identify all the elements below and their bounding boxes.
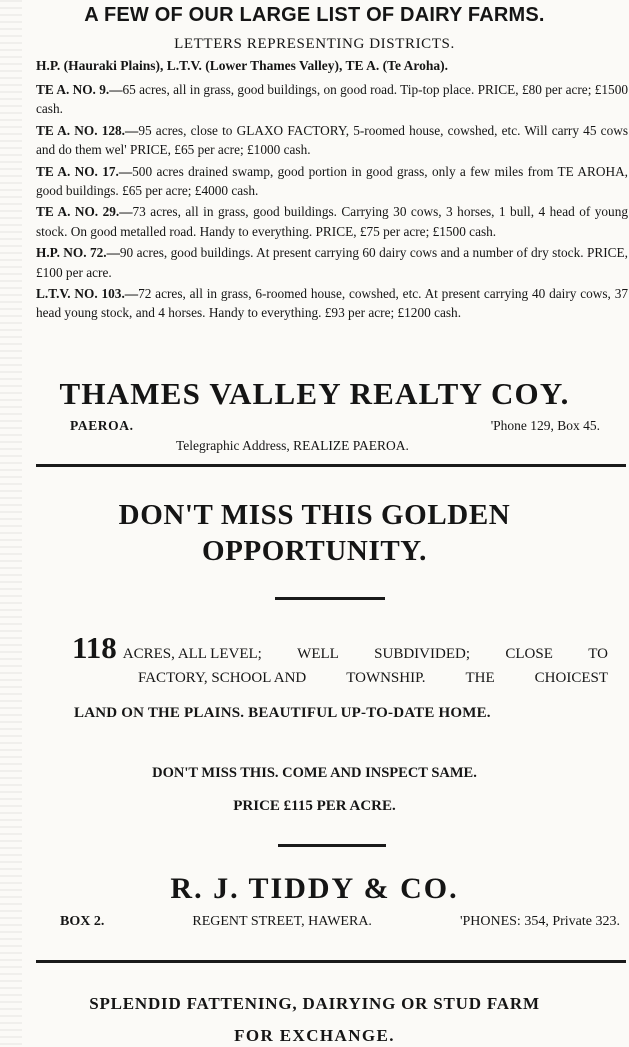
tiddy-box: BOX 2. xyxy=(60,914,105,929)
listing: H.P. NO. 72.—90 acres, good buildings. At present carrying 60 dairy cows and a number of dry stock. PRICE, £100 per acre. xyxy=(36,245,628,280)
district-legend: H.P. (Hauraki Plains), L.T.V. (Lower Thames Valley), TE A. (Te Aroha). xyxy=(36,58,448,73)
listing: TE A. NO. 17.—500 acres drained swamp, good portion in good grass, only a few miles from TE AROHA, good buildings. £65 per acre; £4000 cash. xyxy=(36,163,629,199)
listing: TE A. NO. 9.—65 acres, all in grass, good buildings, on good road. Tip-top place. PRICE, £80 per acre; £1500 cash. xyxy=(36,82,628,117)
telegraphic-address: Telegraphic Address, REALIZE PAEROA. xyxy=(176,438,409,453)
acres-number: 118 xyxy=(72,630,117,665)
section-divider xyxy=(36,960,626,963)
tiddy-contact xyxy=(60,914,620,930)
thames-valley-firm-name: THAMES VALLEY REALTY COY. xyxy=(59,376,570,411)
golden-opportunity-headline: DON'T MISS THIS GOLDEN OPPORTUNITY. xyxy=(118,499,511,567)
firm-location: PAEROA. xyxy=(70,418,134,433)
tiddy-firm-name: R. J. TIDDY & CO. xyxy=(170,872,459,905)
tiddy-phones: 'PHONES: 354, Private 323. xyxy=(459,914,620,929)
farm-exchange-subheadline: FOR EXCHANGE. xyxy=(234,1026,395,1045)
offer-line-factory: FACTORY, SCHOOL AND TOWNSHIP. THE CHOICEST xyxy=(138,670,608,686)
headline-rule xyxy=(275,597,385,600)
districts-subtitle: LETTERS REPRESENTING DISTRICTS. xyxy=(174,36,455,52)
listing: L.T.V. NO. 103.—72 acres, all in grass, 6-roomed house, cowshed, etc. At present carrying 40 dairy cows, 37 head young stock, and 4 horses. Handy to everything. £93 per acre; £1200 cash. xyxy=(36,286,628,321)
price-per-acre: PRICE £115 PER ACRE. xyxy=(233,798,396,814)
section-divider xyxy=(36,464,626,467)
listing: TE A. NO. 29.—73 acres, all in grass, good buildings. Carrying 30 cows, 3 horses, 1 bull, 4 head of young stock. On good metalled road. Handy to everything. PRICE, £75 per acre; £1500 cash. xyxy=(36,204,628,239)
farm-listings xyxy=(36,80,628,325)
offer-line-acres: 118 ACRES, ALL LEVEL; WELL SUBDIVIDED; CLOSE TO xyxy=(72,630,608,665)
firm-phone-box: 'Phone 129, Box 45. xyxy=(490,418,600,433)
dairy-farms-title: A FEW OF OUR LARGE LIST OF DAIRY FARMS. xyxy=(84,4,545,26)
price-rule xyxy=(278,844,386,847)
offer-line-land: LAND ON THE PLAINS. BEAUTIFUL UP-TO-DATE HOME. xyxy=(74,705,491,721)
thames-valley-contact xyxy=(70,418,600,434)
farm-exchange-headline: SPLENDID FATTENING, DAIRYING OR STUD FARM xyxy=(89,994,540,1013)
listing: TE A. NO. 128.—95 acres, close to GLAXO FACTORY, 5-roomed house, cowshed, etc. Will carry 45 cows and do them wel' PRICE, £65 per acre; £1000 cash. xyxy=(36,122,628,158)
inspect-call-to-action: DON'T MISS THIS. COME AND INSPECT SAME. xyxy=(152,765,477,781)
tiddy-address: REGENT STREET, HAWERA. xyxy=(192,914,372,929)
